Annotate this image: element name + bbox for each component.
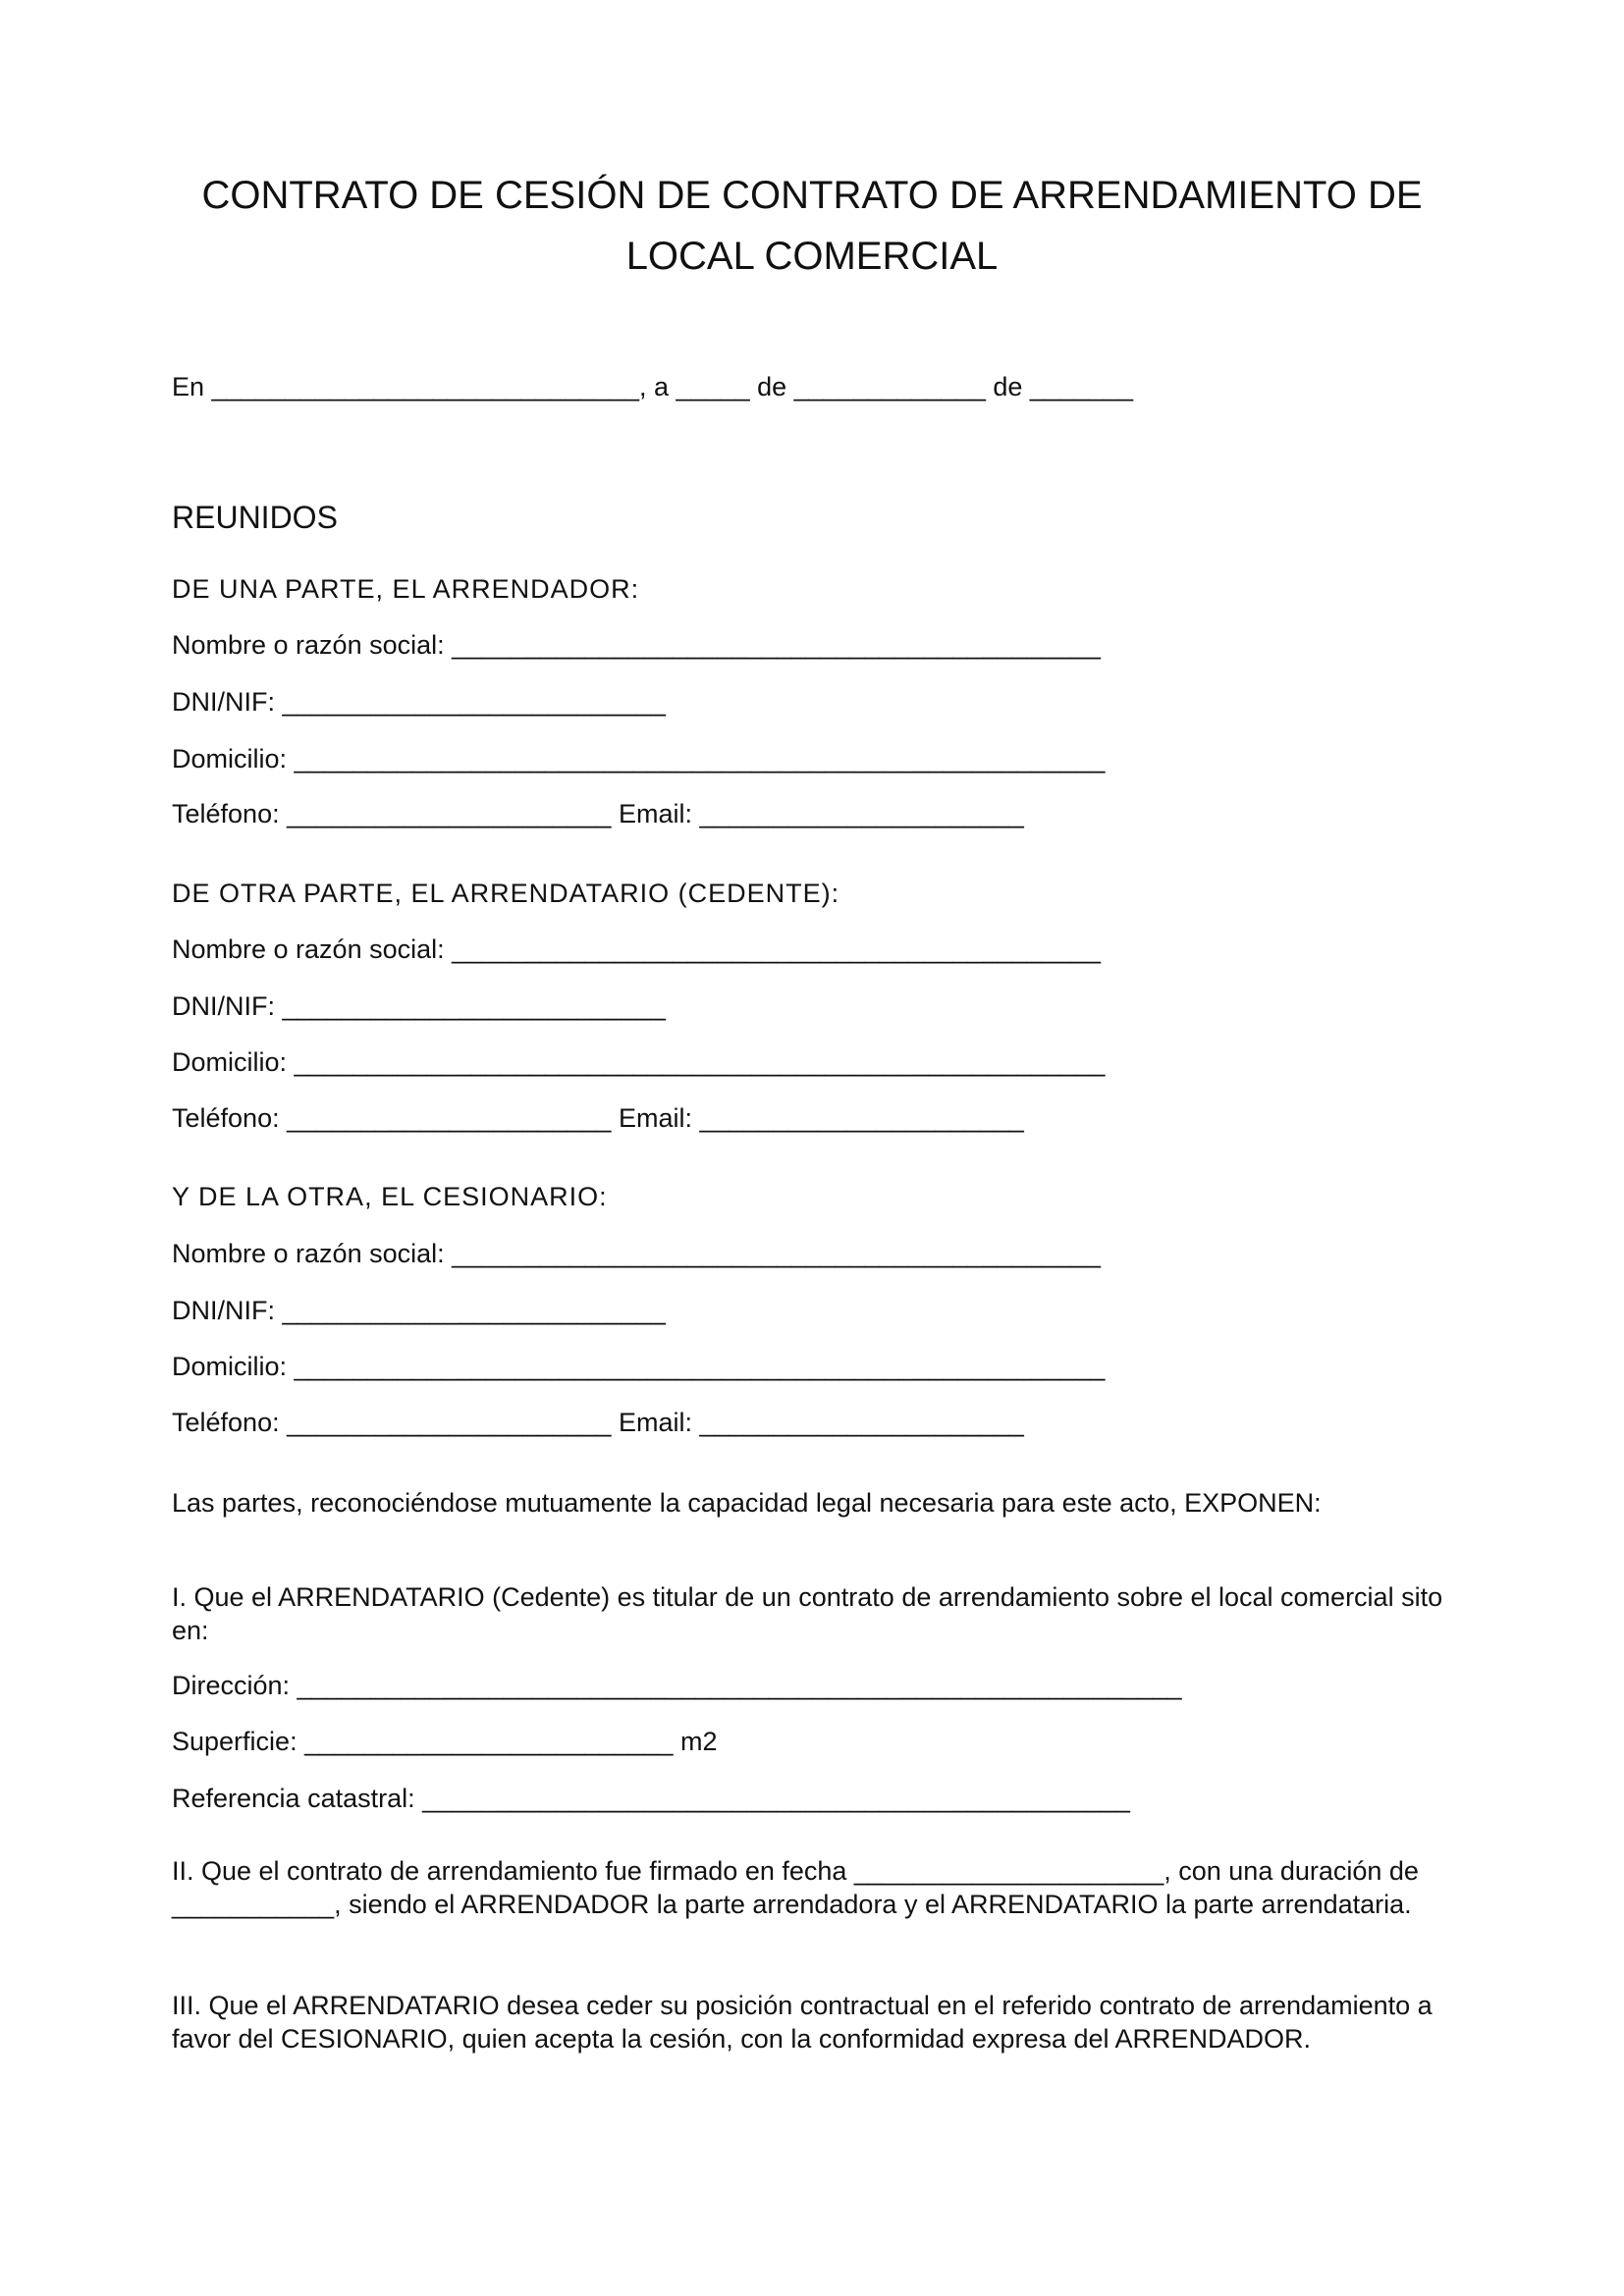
arrendador-nombre-field: Nombre o razón social: ____________________________________________ bbox=[172, 630, 1101, 660]
direccion-field: Dirección: ____________________________________________________________ bbox=[172, 1671, 1182, 1700]
arrendatario-telefono-email-field: Teléfono: ______________________ Email: ______________________ bbox=[172, 1103, 1024, 1133]
arrendador-dni-field: DNI/NIF: __________________________ bbox=[172, 687, 666, 717]
clause-iii-paragraph: III. Que el ARRENDATARIO desea ceder su posición contractual en el referido contrato de arrendamiento a favor del CESIONARIO, quien acepta la cesión, con la conformidad expresa del ARRENDADOR. bbox=[172, 1991, 1433, 2054]
arrendatario-heading: DE OTRA PARTE, EL ARRENDATARIO (CEDENTE): bbox=[172, 879, 840, 908]
arrendador-domicilio-field: Domicilio: _______________________________________________________ bbox=[172, 744, 1106, 774]
reunidos-heading: REUNIDOS bbox=[172, 500, 338, 535]
cesionario-domicilio-field: Domicilio: _______________________________________________________ bbox=[172, 1352, 1106, 1381]
place-date-line: En _____________________________, a _____ de _____________ de _______ bbox=[172, 372, 1133, 401]
superficie-field: Superficie: _________________________ m2 bbox=[172, 1727, 718, 1756]
document-title-line-2: LOCAL COMERCIAL bbox=[625, 235, 999, 278]
arrendatario-domicilio-field: Domicilio: _______________________________________________________ bbox=[172, 1047, 1106, 1077]
referencia-catastral-field: Referencia catastral: ________________________________________________ bbox=[172, 1784, 1130, 1813]
arrendador-heading: DE UNA PARTE, EL ARRENDADOR: bbox=[172, 574, 640, 604]
cesionario-telefono-email-field: Teléfono: ______________________ Email: ______________________ bbox=[172, 1408, 1024, 1437]
arrendatario-nombre-field: Nombre o razón social: ____________________________________________ bbox=[172, 934, 1101, 964]
clause-i-paragraph: I. Que el ARRENDATARIO (Cedente) es titular de un contrato de arrendamiento sobre el local comercial sito en: bbox=[172, 1582, 1443, 1645]
arrendatario-dni-field: DNI/NIF: __________________________ bbox=[172, 991, 666, 1021]
clause-ii-paragraph: II. Que el contrato de arrendamiento fue firmado en fecha _____________________, con una duración de ___________, siendo el ARRENDADOR la parte arrendadora y el ARRENDATARIO la parte arrendataria. bbox=[172, 1856, 1419, 1919]
cesionario-heading: Y DE LA OTRA, EL CESIONARIO: bbox=[172, 1182, 608, 1211]
document-title-line-1: CONTRATO DE CESIÓN DE CONTRATO DE ARRENDAMIENTO DE bbox=[201, 174, 1423, 217]
exponen-paragraph: Las partes, reconociéndose mutuamente la capacidad legal necesaria para este acto, EXPONEN: bbox=[172, 1488, 1322, 1518]
cesionario-dni-field: DNI/NIF: __________________________ bbox=[172, 1296, 666, 1325]
cesionario-nombre-field: Nombre o razón social: ____________________________________________ bbox=[172, 1239, 1101, 1268]
document-title bbox=[0, 165, 1624, 287]
arrendador-telefono-email-field: Teléfono: ______________________ Email: ______________________ bbox=[172, 799, 1024, 828]
